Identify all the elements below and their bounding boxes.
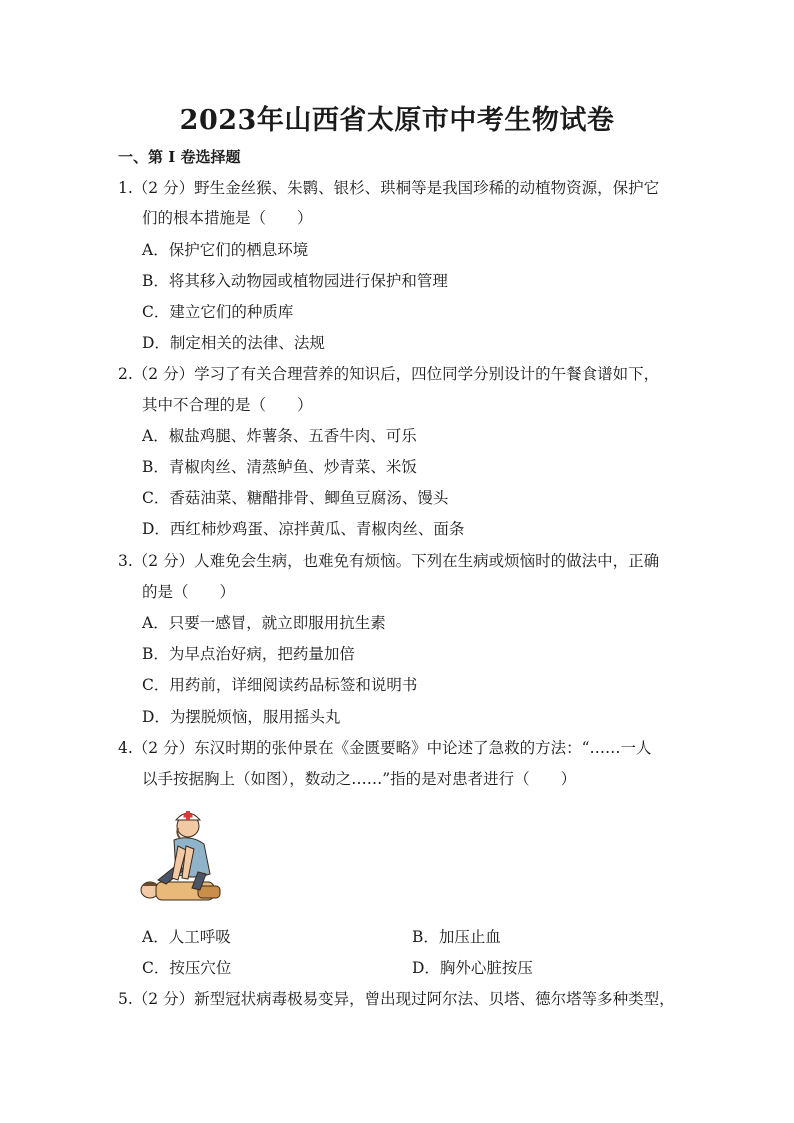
question-4-option-c: C．按压穴位	[142, 959, 232, 977]
section-heading: 一、第 I 卷选择题	[118, 148, 241, 166]
question-1-option-c: C．建立它们的种质库	[142, 303, 294, 321]
page-title: 2023年山西省太原市中考生物试卷	[179, 105, 615, 136]
question-4-option-b: B．加压止血	[412, 928, 501, 946]
question-5-line-1: 5.（2 分）新型冠状病毒极易变异，曾出现过阿尔法、贝塔、德尔塔等多种类型，	[118, 990, 675, 1008]
question-4-line-2: 以手按据胸上（如图），数动之……”指的是对患者进行（ ）	[142, 770, 577, 788]
question-1-option-b: B．将其移入动物园或植物园进行保护和管理	[142, 272, 448, 290]
question-3-option-c: C．用药前，详细阅读药品标签和说明书	[142, 676, 418, 694]
question-3-option-a: A．只要一感冒，就立即服用抗生素	[142, 614, 386, 632]
question-2-option-c: C．香菇油菜、糖醋排骨、鲫鱼豆腐汤、馒头	[142, 489, 449, 507]
question-4-option-d: D．胸外心脏按压	[412, 959, 533, 977]
question-2-option-b: B．青椒肉丝、清蒸鲈鱼、炒青菜、米饭	[142, 458, 417, 476]
question-3-option-d: D．为摆脱烦恼，服用摇头丸	[142, 708, 341, 726]
question-1-line-1: 1.（2 分）野生金丝猴、朱鹮、银杉、珙桐等是我国珍稀的动植物资源，保护它	[118, 179, 660, 197]
question-3-line-1: 3.（2 分）人难免会生病，也难免有烦恼。下列在生病或烦恼时的做法中，正确	[118, 552, 660, 570]
question-4-line-1: 4.（2 分）东汉时期的张仲景在《金匮要略》中论述了急救的方法：“……一人	[118, 739, 652, 757]
question-2-option-d: D．西红柿炒鸡蛋、凉拌黄瓜、青椒肉丝、面条	[142, 520, 465, 538]
question-1-line-2: 们的根本措施是（ ）	[142, 209, 313, 227]
question-4-option-a: A．人工呼吸	[142, 928, 231, 946]
cpr-illustration	[128, 800, 224, 912]
question-3-line-2: 的是（ ）	[142, 583, 236, 601]
question-2-option-a: A．椒盐鸡腿、炸薯条、五香牛肉、可乐	[142, 427, 417, 445]
question-1-option-a: A．保护它们的栖息环境	[142, 241, 309, 259]
question-2-line-2: 其中不合理的是（ ）	[142, 396, 313, 414]
question-3-option-b: B．为早点治好病，把药量加倍	[142, 645, 355, 663]
question-1-option-d: D．制定相关的法律、法规	[142, 334, 325, 352]
question-2-line-1: 2.（2 分）学习了有关合理营养的知识后，四位同学分别设计的午餐食谱如下，	[118, 365, 660, 383]
